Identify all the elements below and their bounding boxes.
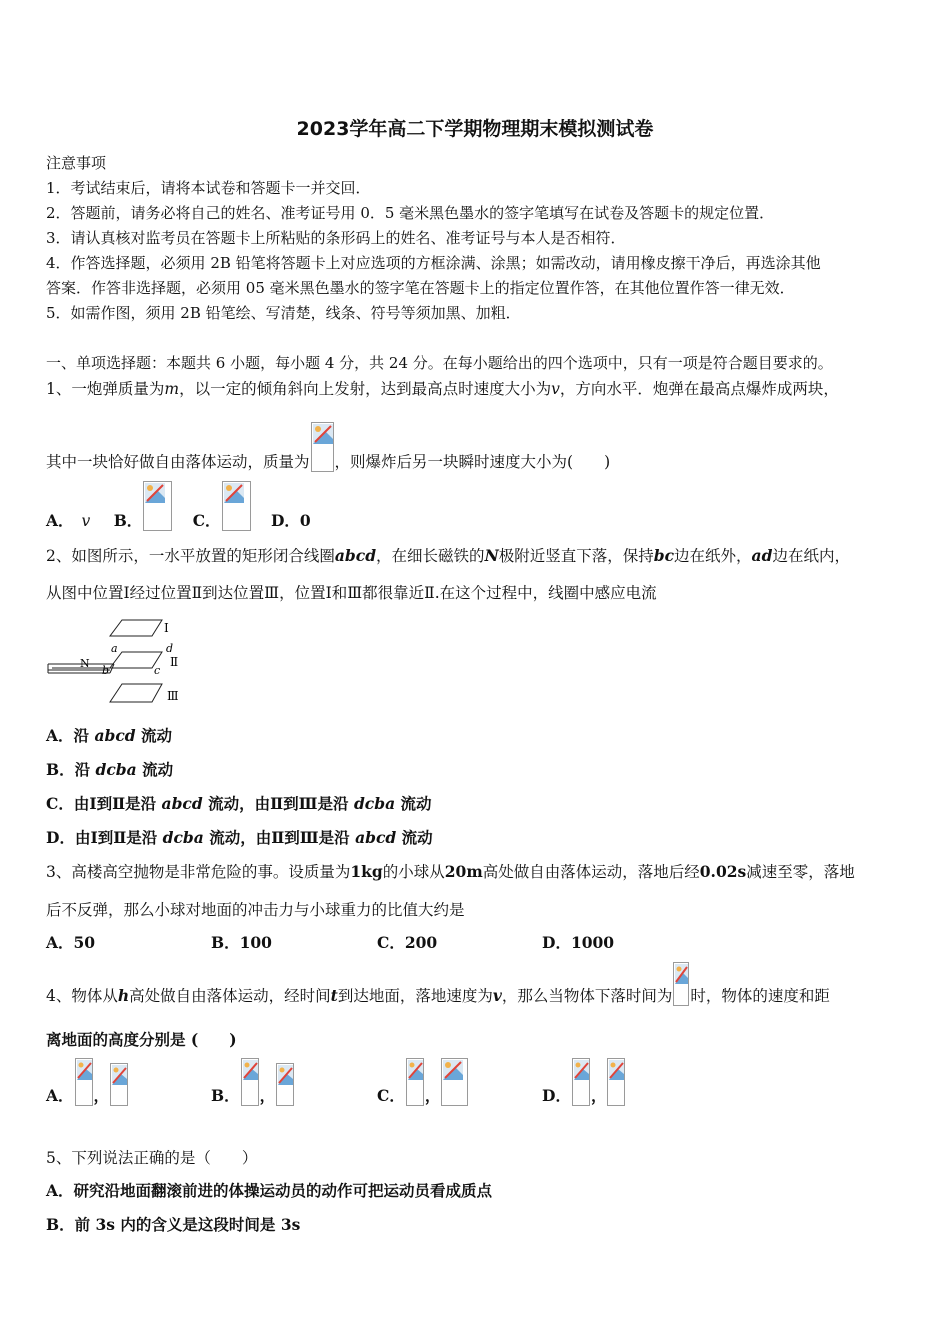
notice-item: 2．答题前，请务必将自己的姓名、准考证号用 0．5 毫米黑色墨水的签字笔填写在试卷及答题卡的规定位置． <box>46 204 775 222</box>
q3-option-c: C．200 <box>377 933 438 952</box>
formula-image-icon <box>110 1063 128 1106</box>
q3-option-b: B．100 <box>211 933 272 952</box>
q3-line1: 3、高楼高空抛物是非常危险的事。设质量为1kg的小球从20m高处做自由落体运动，落地后经0.02s减速至零，落地 <box>46 862 855 881</box>
q2-option-b: B．沿 dcba 流动 <box>46 760 174 779</box>
q4-option-d: D． ， <box>542 1058 626 1106</box>
q3-option-d: D．1000 <box>542 933 615 952</box>
formula-image-icon <box>143 481 172 531</box>
q1-line1: 1、一炮弹质量为m，以一定的倾角斜向上发射，达到最高点时速度大小为v，方向水平．炮弹在最高点爆炸成两块， <box>46 380 839 398</box>
q3-option-a: A．50 <box>46 933 96 952</box>
formula-image-icon <box>241 1058 259 1106</box>
label-magnet-n: N <box>80 657 90 670</box>
label-c: c <box>154 664 161 677</box>
page-title: 2023学年高二下学期物理期末模拟测试卷 <box>296 118 654 140</box>
q4-line2: 离地面的高度分别是 ( ) <box>46 1030 237 1049</box>
formula-image-icon <box>75 1058 93 1106</box>
label-a: a <box>111 642 118 655</box>
label-position-2: Ⅱ <box>170 655 179 669</box>
coil-position-3 <box>110 684 162 702</box>
label-b: b <box>102 664 110 677</box>
formula-image-icon <box>673 962 689 1006</box>
q5-option-a: A．研究沿地面翻滚前进的体操运动员的动作可把运动员看成质点 <box>46 1181 493 1200</box>
q2-option-a: A．沿 abcd 流动 <box>46 726 173 745</box>
q4-option-b: B． ， <box>211 1058 295 1106</box>
section-heading: 一、单项选择题：本题共 6 小题，每小题 4 分，共 24 分。在每小题给出的四个选项中，只有一项是符合题目要求的。 <box>46 354 833 372</box>
notice-item: 4．作答选择题，必须用 2B 铅笔将答题卡上对应选项的方框涂满、涂黑；如需改动，请用橡皮擦干净后，再选涂其他 <box>46 254 821 272</box>
label-position-3: Ⅲ <box>167 689 179 703</box>
q1-options: A． v B． C． D．0 <box>46 481 311 531</box>
label-position-1: Ⅰ <box>164 621 169 635</box>
coil-magnet-diagram <box>44 614 194 710</box>
formula-image-icon <box>276 1063 294 1106</box>
notice-item: 3．请认真核对监考员在答题卡上所粘贴的条形码上的姓名、准考证号与本人是否相符． <box>46 229 626 247</box>
q4-line1: 4、物体从h高处做自由落体运动，经时间t到达地面，落地速度为v，那么当物体下落时间为 时，物体的速度和距 <box>46 962 830 1006</box>
notice-item: 答案．作答非选择题，必须用 05 毫米黑色墨水的签字笔在答题卡上的指定位置作答，在其他位置作答一律无效． <box>46 279 795 297</box>
q2-line2: 从图中位置Ⅰ经过位置Ⅱ到达位置Ⅲ，位置Ⅰ和Ⅲ都很靠近Ⅱ.在这个过程中，线圈中感应电流 <box>46 584 657 602</box>
q4-option-c: C． ， <box>377 1058 469 1106</box>
q4-option-a: A． ， <box>46 1058 129 1106</box>
formula-image-icon <box>441 1058 468 1106</box>
coil-position-1 <box>110 620 162 636</box>
formula-image-icon <box>222 481 251 531</box>
q2-option-c: C．由Ⅰ到Ⅱ是沿 abcd 流动，由Ⅱ到Ⅲ是沿 dcba 流动 <box>46 794 432 813</box>
notice-heading: 注意事项 <box>46 154 107 172</box>
q1-line2: 其中一块恰好做自由落体运动，质量为 ，则爆炸后另一块瞬时速度大小为( ) <box>46 422 610 472</box>
q5-option-b: B．前 3s 内的含义是这段时间是 3s <box>46 1215 301 1234</box>
notice-item: 1．考试结束后，请将本试卷和答题卡一并交回． <box>46 179 371 197</box>
q3-line2: 后不反弹，那么小球对地面的冲击力与小球重力的比值大约是 <box>46 901 465 919</box>
formula-image-icon <box>406 1058 424 1106</box>
formula-image-icon <box>607 1058 625 1106</box>
q2-option-d: D．由Ⅰ到Ⅱ是沿 dcba 流动，由Ⅱ到Ⅲ是沿 abcd 流动 <box>46 828 433 847</box>
q5-line1: 5、下列说法正确的是（ ） <box>46 1149 258 1167</box>
notice-item: 5．如需作图，须用 2B 铅笔绘、写清楚，线条、符号等须加黑、加粗． <box>46 304 521 322</box>
label-d: d <box>166 642 174 655</box>
q2-line1: 2、如图所示，一水平放置的矩形闭合线圈abcd，在细长磁铁的N极附近竖直下落，保持bc边在纸外，ad边在纸内， <box>46 546 850 565</box>
formula-image-icon <box>572 1058 590 1106</box>
formula-image-icon <box>311 422 334 472</box>
